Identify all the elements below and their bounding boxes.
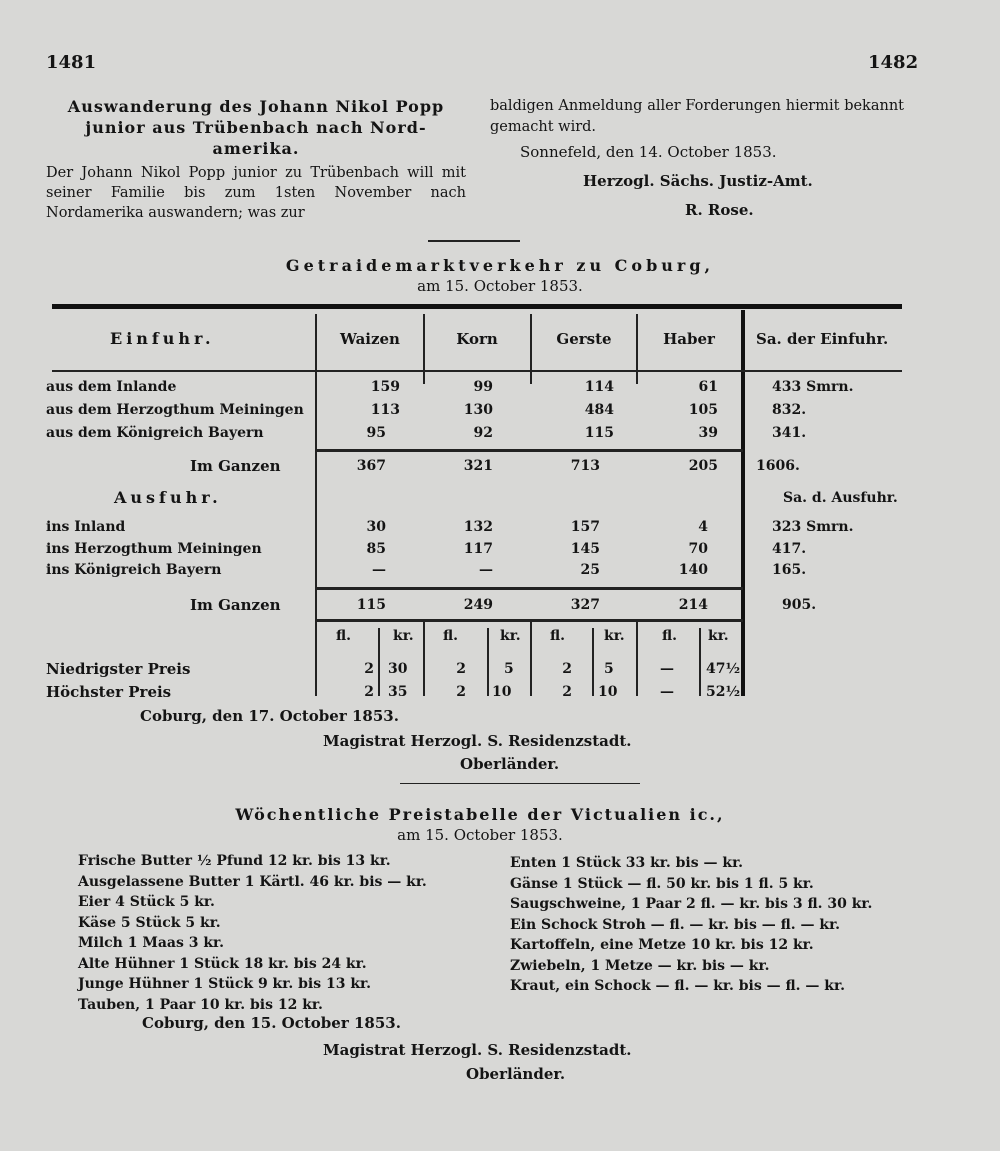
price-cell: 2 bbox=[562, 661, 572, 677]
import-cell: 114 bbox=[584, 379, 614, 395]
export-row-label: ins Herzogthum Meiningen bbox=[46, 541, 262, 557]
header-waizen: Waizen bbox=[340, 330, 400, 348]
import-sum: 341. bbox=[772, 425, 807, 441]
import-cell: 95 bbox=[366, 425, 386, 441]
import-cell: 159 bbox=[370, 379, 400, 395]
export-cell: 157 bbox=[570, 519, 600, 535]
emigration-heading: Auswanderung des Johann Nikol Popp junior aus Trübenbach nach Nord-amerika. bbox=[67, 97, 445, 158]
export-total-cell: 115 bbox=[356, 597, 386, 613]
import-total-cell: 713 bbox=[570, 458, 600, 474]
export-cell: 30 bbox=[366, 519, 386, 535]
victual-item: Kraut, ein Schock — fl. — kr. bis — fl. — kr. bbox=[510, 978, 845, 994]
currency-kr: kr. bbox=[604, 628, 625, 644]
price-cell: 10 bbox=[598, 684, 618, 700]
price-cell: 2 bbox=[364, 661, 374, 677]
subcol-divider bbox=[487, 628, 489, 696]
export-sum-heading: Sa. d. Ausfuhr. bbox=[783, 490, 898, 506]
export-cell: 4 bbox=[698, 519, 708, 535]
export-sum: 165. bbox=[772, 562, 807, 578]
price-cell: 2 bbox=[364, 684, 374, 700]
import-cell: 92 bbox=[473, 425, 493, 441]
export-total-label: Im Ganzen bbox=[190, 596, 281, 614]
separator-rule bbox=[400, 783, 640, 784]
col-divider bbox=[636, 620, 638, 696]
import-sum: 832. bbox=[772, 402, 807, 418]
notice-dateline: Sonnefeld, den 14. October 1853. bbox=[520, 143, 777, 161]
price-cell: 5 bbox=[504, 661, 514, 677]
victual-item: Junge Hühner 1 Stück 9 kr. bis 13 kr. bbox=[78, 976, 371, 992]
price-cell: 2 bbox=[562, 684, 572, 700]
victuals-left-list bbox=[78, 851, 498, 1015]
export-total-cell: 327 bbox=[570, 597, 600, 613]
currency-fl: fl. bbox=[662, 628, 678, 644]
header-sum: Sa. der Einfuhr. bbox=[756, 330, 889, 348]
export-sum: 323 Smrn. bbox=[772, 519, 854, 535]
victual-item: Eier 4 Stück 5 kr. bbox=[78, 894, 215, 910]
export-row-label: ins Königreich Bayern bbox=[46, 562, 222, 578]
export-total-cell: 214 bbox=[678, 597, 708, 613]
victuals-dateline: Coburg, den 15. October 1853. bbox=[142, 1014, 401, 1032]
victual-item: Enten 1 Stück 33 kr. bis — kr. bbox=[510, 855, 744, 871]
import-total-label: Im Ganzen bbox=[190, 457, 281, 475]
victuals-title: Wöchentliche Preistabelle der Victualien ic., bbox=[235, 805, 725, 824]
subtotal-rule bbox=[317, 449, 743, 452]
price-cell: 52½ bbox=[706, 684, 741, 700]
import-row-label: aus dem Herzogthum Meiningen bbox=[46, 402, 304, 418]
subcol-divider bbox=[378, 628, 380, 696]
victual-item: Tauben, 1 Paar 10 kr. bis 12 kr. bbox=[78, 996, 323, 1013]
table-top-rule bbox=[52, 304, 902, 309]
subtotal-rule bbox=[317, 587, 743, 590]
import-row-label: aus dem Inlande bbox=[46, 379, 177, 395]
victual-item: Alte Hühner 1 Stück 18 kr. bis 24 kr. bbox=[78, 955, 367, 972]
col-divider-thick bbox=[741, 310, 745, 696]
header-haber: Haber bbox=[663, 330, 715, 348]
import-total-cell: 205 bbox=[688, 458, 718, 474]
victual-item: Milch 1 Maas 3 kr. bbox=[78, 935, 225, 951]
grain-dateline: Coburg, den 17. October 1853. bbox=[140, 707, 399, 725]
page-number-left: 1481 bbox=[46, 52, 97, 73]
export-total-cell: 249 bbox=[463, 597, 493, 613]
grain-authority: Magistrat Herzogl. S. Residenzstadt. bbox=[323, 732, 632, 750]
export-sum: 417. bbox=[772, 541, 807, 557]
grain-market-title: Getraidemarktverkehr zu Coburg, bbox=[285, 256, 715, 275]
col-divider bbox=[423, 620, 425, 696]
victuals-signature: Oberländer. bbox=[466, 1065, 566, 1083]
import-sum: 433 Smrn. bbox=[772, 379, 854, 395]
victuals-right-list bbox=[510, 853, 920, 997]
grain-market-date: am 15. October 1853. bbox=[417, 277, 583, 295]
col-divider bbox=[530, 620, 532, 696]
notice-body: baldigen Anmeldung aller Forderungen hiermit bekannt gemacht wird. bbox=[490, 98, 904, 135]
header-einfuhr: Einfuhr. bbox=[110, 329, 215, 348]
currency-fl: fl. bbox=[443, 628, 459, 644]
export-cell: 25 bbox=[580, 562, 600, 578]
victual-item: Frische Butter ½ Pfund 12 kr. bis 13 kr. bbox=[78, 853, 391, 869]
import-cell: 61 bbox=[698, 379, 718, 395]
victual-item: Ausgelassene Butter 1 Kärtl. 46 kr. bis — kr. bbox=[78, 873, 427, 890]
victual-item: Saugschweine, 1 Paar 2 fl. — kr. bis 3 fl. 30 kr. bbox=[510, 896, 873, 912]
price-row-label: Niedrigster Preis bbox=[46, 660, 191, 678]
export-total-sum: 905. bbox=[782, 597, 817, 613]
import-row-label: aus dem Königreich Bayern bbox=[46, 425, 264, 441]
price-cell: 5 bbox=[604, 661, 614, 677]
col-divider bbox=[636, 314, 638, 384]
import-cell: 130 bbox=[463, 402, 493, 418]
victual-item: Käse 5 Stück 5 kr. bbox=[78, 914, 221, 931]
export-cell: 140 bbox=[678, 562, 708, 578]
price-cell: 35 bbox=[388, 684, 408, 700]
victuals-authority: Magistrat Herzogl. S. Residenzstadt. bbox=[323, 1041, 632, 1059]
currency-kr: kr. bbox=[393, 628, 414, 644]
export-cell: 117 bbox=[463, 541, 493, 557]
notice-office: Herzogl. Sächs. Justiz-Amt. bbox=[583, 172, 813, 190]
price-cell: 30 bbox=[388, 661, 408, 677]
price-rule bbox=[317, 619, 743, 622]
export-cell: 85 bbox=[366, 541, 386, 557]
import-cell: 115 bbox=[584, 425, 614, 441]
header-gerste: Gerste bbox=[556, 330, 612, 348]
export-cell: 70 bbox=[688, 541, 708, 557]
emigration-body: Der Johann Nikol Popp junior zu Trübenbach will mit seiner Familie bis zum 1sten November nach Nordamerika auswandern; was zur bbox=[46, 165, 466, 221]
import-total-sum: 1606. bbox=[756, 458, 800, 474]
export-row-label: ins Inland bbox=[46, 519, 126, 535]
price-cell: 47½ bbox=[706, 661, 741, 677]
price-cell: 2 bbox=[456, 684, 466, 700]
export-heading: Ausfuhr. bbox=[114, 488, 222, 507]
currency-fl: fl. bbox=[336, 628, 352, 644]
victual-item: Zwiebeln, 1 Metze — kr. bis — kr. bbox=[510, 957, 770, 974]
price-cell: 2 bbox=[456, 661, 466, 677]
victual-item: Gänse 1 Stück — fl. 50 kr. bis 1 fl. 5 kr. bbox=[510, 875, 814, 892]
victuals-date: am 15. October 1853. bbox=[397, 826, 563, 844]
import-cell: 484 bbox=[584, 402, 614, 418]
export-cell: — bbox=[479, 562, 493, 578]
import-total-cell: 321 bbox=[463, 458, 493, 474]
victual-item: Kartoffeln, eine Metze 10 kr. bis 12 kr. bbox=[510, 937, 814, 953]
separator-rule bbox=[428, 240, 520, 242]
currency-kr: kr. bbox=[500, 628, 521, 644]
subcol-divider bbox=[592, 628, 594, 696]
import-total-cell: 367 bbox=[356, 458, 386, 474]
import-cell: 105 bbox=[688, 402, 718, 418]
price-cell: — bbox=[660, 684, 674, 700]
header-korn: Korn bbox=[456, 330, 498, 348]
import-cell: 39 bbox=[698, 425, 718, 441]
price-cell: — bbox=[660, 661, 674, 677]
export-cell: 132 bbox=[463, 519, 493, 535]
col-divider bbox=[530, 314, 532, 384]
currency-fl: fl. bbox=[550, 628, 566, 644]
subcol-divider bbox=[699, 628, 701, 696]
export-cell: — bbox=[372, 562, 386, 578]
notice-signature: R. Rose. bbox=[685, 201, 754, 219]
import-cell: 113 bbox=[370, 402, 400, 418]
price-cell: 10 bbox=[492, 684, 512, 700]
grain-signature: Oberländer. bbox=[460, 755, 560, 773]
price-row-label: Höchster Preis bbox=[46, 683, 172, 701]
page-number-right: 1482 bbox=[868, 52, 919, 73]
victual-item: Ein Schock Stroh — fl. — kr. bis — fl. — kr. bbox=[510, 916, 841, 933]
col-divider bbox=[423, 314, 425, 384]
header-rule bbox=[52, 370, 902, 372]
currency-kr: kr. bbox=[708, 628, 729, 644]
import-cell: 99 bbox=[473, 379, 493, 395]
export-cell: 145 bbox=[570, 541, 600, 557]
